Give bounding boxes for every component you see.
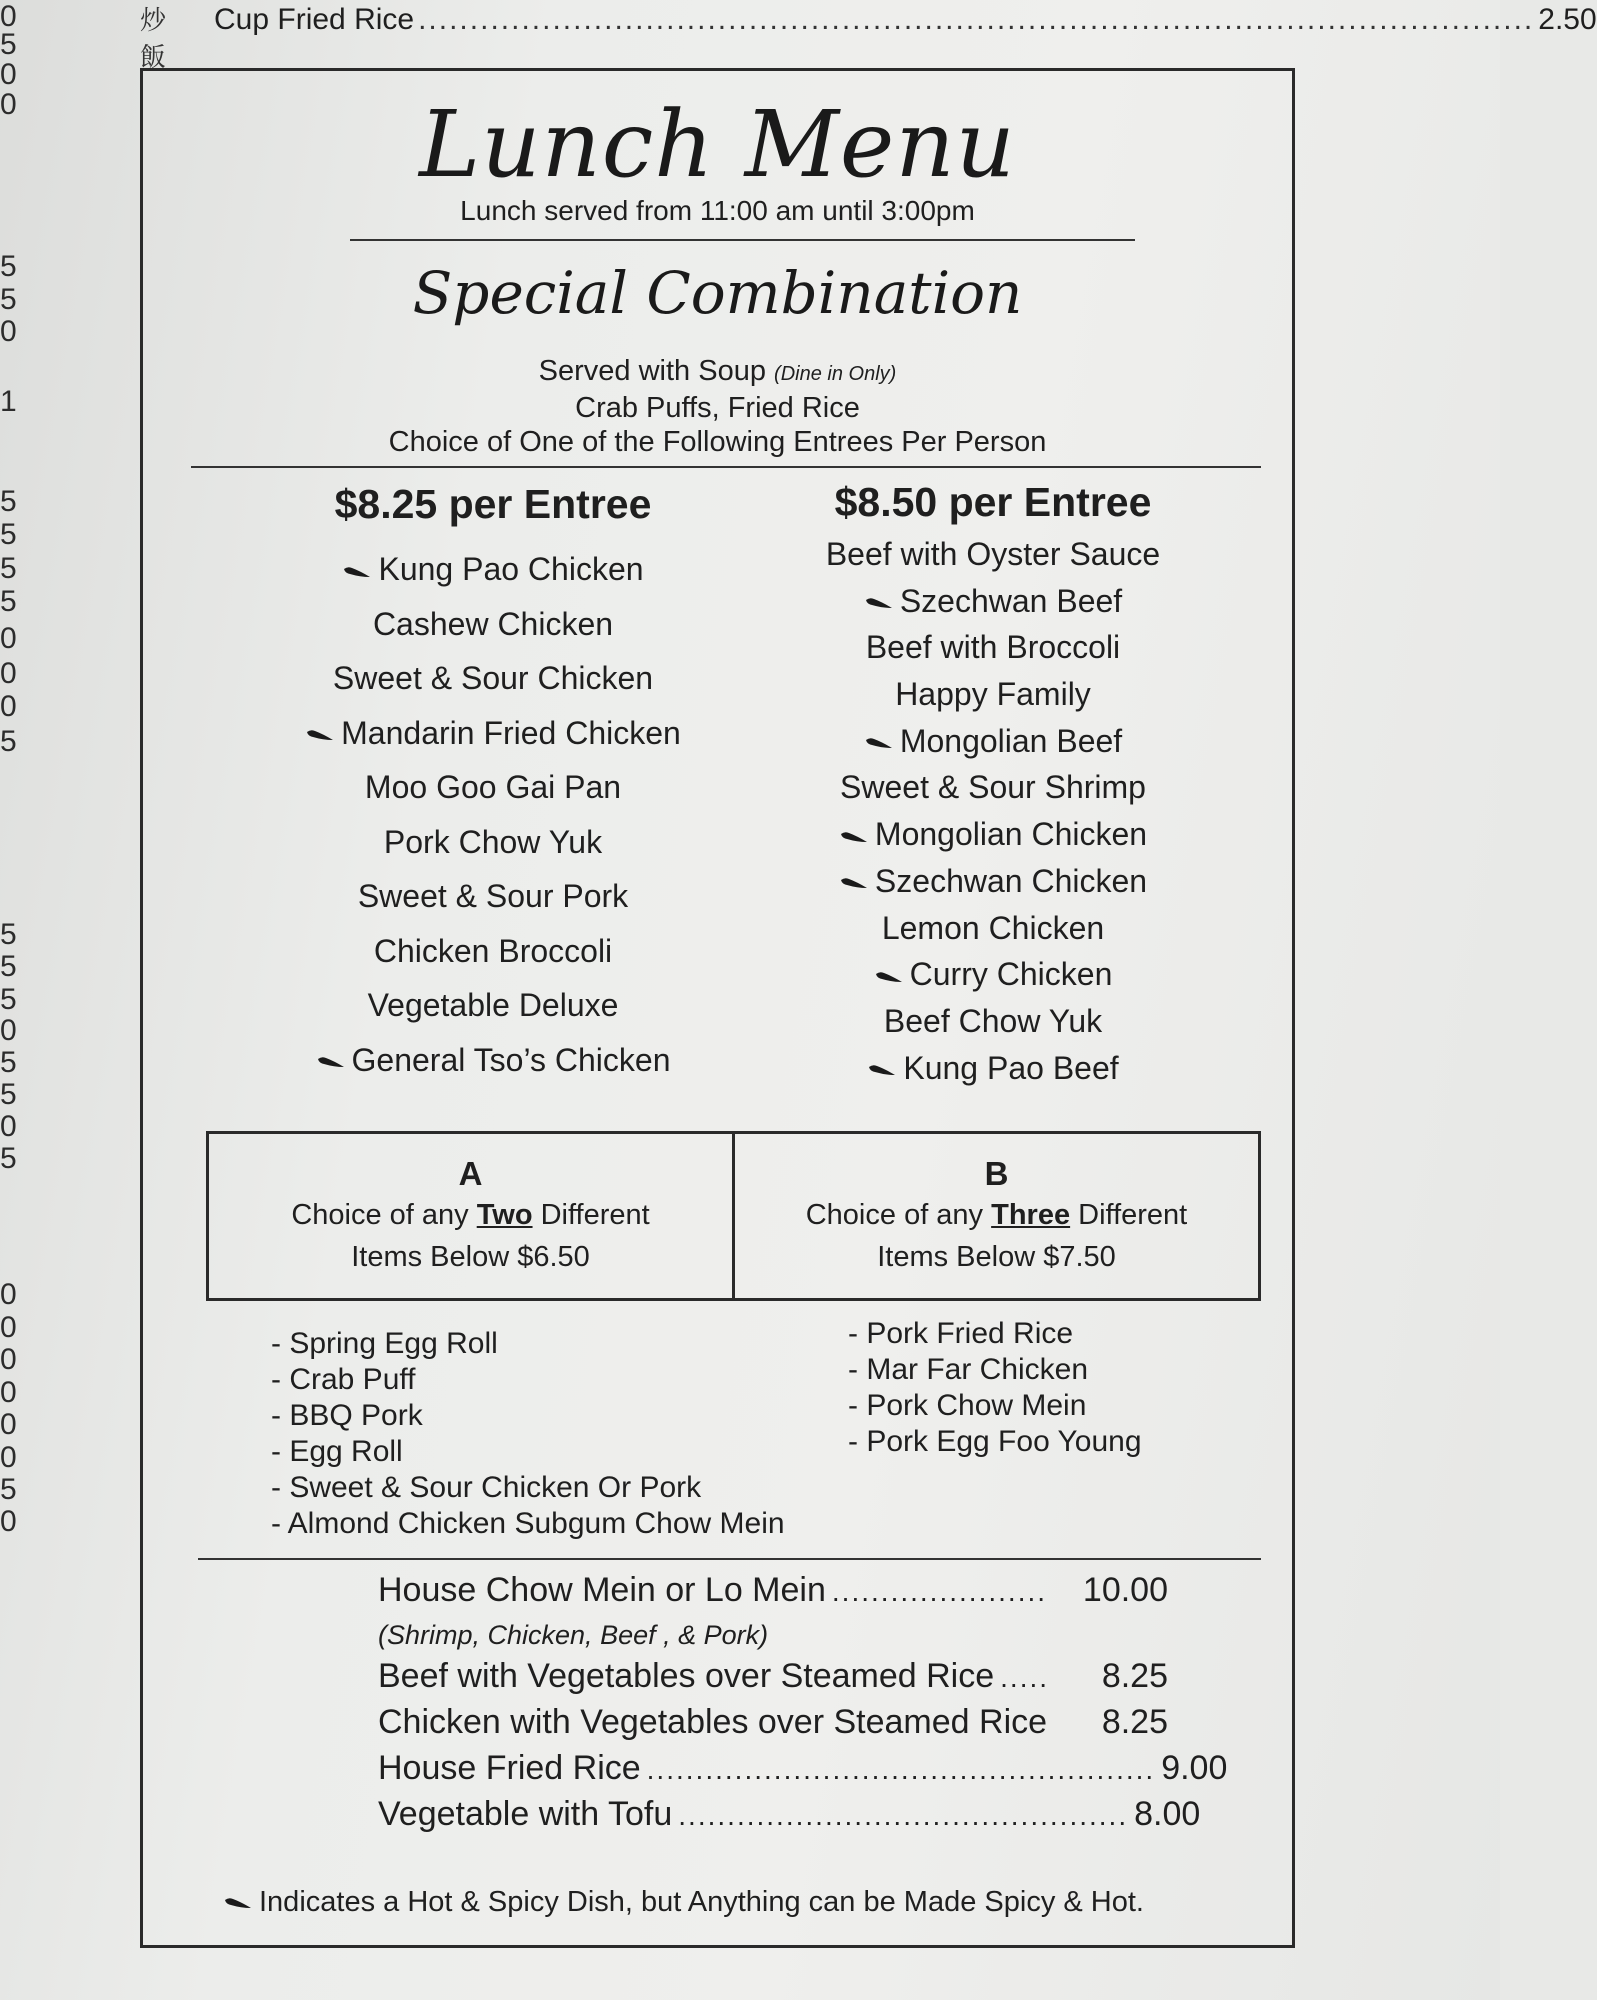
entree-name: Vegetable Deluxe [367, 987, 619, 1023]
entree-item [783, 531, 1203, 578]
entree-item [293, 597, 693, 652]
entree-price-heading: $8.50 per Entree [834, 479, 1152, 525]
edge-digit: 5 [0, 485, 17, 518]
entree-item [293, 1033, 693, 1088]
option-count: Three [991, 1199, 1071, 1231]
dish-name: Vegetable with Tofu [378, 1795, 673, 1833]
edge-digit: 0 [0, 88, 17, 121]
entree-item [783, 905, 1203, 952]
lunch-menu-box [140, 68, 1295, 1948]
small-item: - Mar Far Chicken [848, 1353, 1089, 1386]
edge-digit: 5 [0, 1142, 17, 1175]
edge-digit: 1 [0, 385, 17, 418]
edge-digit: 5 [0, 552, 17, 585]
lunch-hours: Lunch served from 11:00 am until 3:00pm [460, 195, 975, 226]
price-list-row [378, 1703, 1168, 1749]
top-item-name: Cup Fried Rice [214, 3, 415, 36]
hot-pepper-icon [874, 970, 904, 984]
entree-item [783, 858, 1203, 905]
entree-name: Sweet & Sour Pork [357, 878, 629, 914]
dish-name: House Chow Mein or Lo Mein [378, 1571, 826, 1609]
dot-leader: .................................................... [646, 1754, 1156, 1785]
small-item: - Pork Egg Foo Young [848, 1425, 1142, 1458]
entree-item [293, 815, 693, 870]
edge-digit: 0 [0, 1014, 17, 1047]
entree-item [783, 811, 1203, 858]
edge-digit: 5 [0, 950, 17, 983]
small-items-list-right [848, 1316, 1142, 1460]
option-price-limit: Items Below $6.50 [351, 1241, 590, 1273]
entree-item [293, 978, 693, 1033]
hot-pepper-icon [342, 565, 372, 579]
combo-line-choice: Choice of One of the Following Entrees Per Person [388, 426, 1047, 458]
small-item: - BBQ Pork [271, 1399, 423, 1432]
dot-leader: ...................... [831, 1576, 1048, 1607]
entree-price-heading: $8.25 per Entree [334, 481, 652, 527]
combination-description [143, 354, 1292, 459]
edge-digit: 5 [0, 250, 17, 283]
edge-digit: 0 [0, 1441, 17, 1474]
entree-item [783, 998, 1203, 1045]
small-item: - Spring Egg Roll [271, 1327, 498, 1360]
dot-leader: ..... [1000, 1662, 1050, 1693]
choice-options-table [206, 1131, 1261, 1301]
edge-digit: 0 [0, 1311, 17, 1344]
entree-name: Happy Family [895, 676, 1091, 713]
edge-digit: 5 [0, 918, 17, 951]
footnote-text: Indicates a Hot & Spicy Dish, but Anything can be Made Spicy & Hot. [259, 1886, 1144, 1918]
entree-name: Mongolian Chicken [874, 816, 1148, 853]
entree-item [783, 671, 1203, 718]
top-item-price: 2.50 [1538, 3, 1597, 36]
dish-price: 10.00 [1082, 1571, 1168, 1609]
option-a [209, 1134, 732, 1298]
entree-name: Kung Pao Chicken [378, 551, 644, 587]
adjacent-page-edge [0, 0, 30, 2000]
entree-name: Beef with Oyster Sauce [825, 536, 1161, 572]
edge-digit: 0 [0, 1505, 17, 1538]
edge-digit: 0 [0, 1376, 17, 1409]
small-item: - Pork Fried Rice [848, 1317, 1074, 1350]
edge-digit: 5 [0, 725, 17, 758]
entree-name: Beef with Broccoli [865, 629, 1121, 666]
divider [191, 466, 1261, 468]
entree-item [783, 951, 1203, 998]
divider [198, 1558, 1261, 1560]
option-description: Choice of any Two Different [291, 1199, 650, 1231]
entree-item [783, 1045, 1203, 1092]
hot-pepper-icon [867, 1063, 897, 1077]
dish-price: 8.00 [1134, 1795, 1201, 1833]
option-letter: A [458, 1155, 483, 1192]
entree-name: Moo Goo Gai Pan [364, 769, 622, 805]
hot-pepper-icon [316, 1055, 346, 1069]
small-item: - Sweet & Sour Chicken Or Pork [271, 1471, 702, 1504]
dot-leader: .............................................. [678, 1800, 1129, 1831]
combo-line-soup [143, 354, 1292, 391]
combo-soup-note: (Dine in Only) [774, 363, 897, 385]
edge-digit: 5 [0, 1473, 17, 1506]
entree-column-825 [293, 481, 693, 1087]
entree-item [293, 924, 693, 979]
edge-digit: 0 [0, 0, 17, 33]
entree-name: Cashew Chicken [372, 605, 614, 642]
entree-name: Kung Pao Beef [903, 1049, 1119, 1086]
entree-item [783, 764, 1203, 811]
menu-title: Lunch Menu [419, 91, 1016, 198]
entree-name: Curry Chicken [909, 956, 1113, 993]
combo-soup-text: Served with Soup [538, 355, 766, 387]
hot-pepper-icon [839, 876, 869, 890]
option-description: Choice of any Three Different [805, 1199, 1188, 1231]
entree-name: Pork Chow Yuk [383, 823, 603, 860]
dish-price: 8.25 [1101, 1703, 1168, 1741]
entree-item [293, 706, 693, 761]
small-items-list-left [271, 1326, 785, 1542]
edge-digit: 0 [0, 1278, 17, 1311]
entree-item [293, 760, 693, 815]
entree-name: Szechwan Beef [899, 582, 1123, 619]
dish-price: 8.25 [1101, 1657, 1168, 1695]
edge-digit: 5 [0, 983, 17, 1016]
dish-note: (Shrimp, Chicken, Beef , & Pork) [378, 1620, 769, 1650]
dish-name: House Fried Rice [378, 1749, 641, 1787]
edge-digit: 5 [0, 1078, 17, 1111]
dish-name: Chicken with Vegetables over Steamed Rice [378, 1703, 1048, 1741]
edge-digit: 5 [0, 1046, 17, 1079]
entree-name: Sweet & Sour Chicken [332, 660, 654, 696]
edge-digit: 0 [0, 1343, 17, 1376]
option-count: Two [476, 1199, 533, 1231]
edge-digit: 0 [0, 690, 17, 723]
hot-pepper-icon [864, 596, 894, 610]
combo-line-sides: Crab Puffs, Fried Rice [575, 392, 860, 424]
entree-name: Sweet & Sour Shrimp [840, 769, 1146, 806]
edge-digit: 5 [0, 518, 17, 551]
entree-name: Mongolian Beef [899, 722, 1123, 759]
price-list [378, 1571, 1228, 1841]
entree-item [783, 718, 1203, 765]
top-item-cjk: 炒 飯 [140, 5, 215, 72]
option-letter: B [984, 1155, 1009, 1192]
hot-pepper-icon [864, 736, 894, 750]
edge-digit: 5 [0, 28, 17, 61]
price-list-row [378, 1571, 1168, 1617]
entree-name: Chicken Broccoli [373, 932, 613, 969]
top-item-leader: ............................................................................................................ [418, 3, 1535, 36]
edge-digit: 5 [0, 585, 17, 618]
edge-digit: 0 [0, 1110, 17, 1143]
divider [350, 239, 1135, 241]
entree-item [783, 578, 1203, 625]
entree-name: Beef Chow Yuk [883, 1002, 1103, 1039]
hot-pepper-icon [839, 830, 869, 844]
edge-digit: 0 [0, 315, 17, 348]
entree-name: Szechwan Chicken [874, 862, 1148, 899]
option-b [732, 1134, 1258, 1298]
edge-digit: 5 [0, 283, 17, 316]
option-price-limit: Items Below $7.50 [877, 1241, 1116, 1273]
entree-column-850 [783, 479, 1203, 1091]
price-list-row [378, 1795, 1201, 1841]
small-item: - Pork Chow Mein [848, 1389, 1087, 1422]
entree-item [293, 869, 693, 924]
entree-name: Lemon Chicken [881, 909, 1105, 946]
entree-item [293, 651, 693, 706]
small-item: - Egg Roll [271, 1435, 403, 1468]
price-list-row [378, 1657, 1168, 1703]
entree-item [783, 624, 1203, 671]
price-list-row [378, 1749, 1228, 1795]
dish-name: Beef with Vegetables over Steamed Rice [378, 1657, 995, 1695]
section-title: Special Combination [412, 259, 1023, 327]
hot-pepper-icon [305, 728, 335, 742]
entree-name: Mandarin Fried Chicken [341, 714, 681, 751]
edge-digit: 0 [0, 58, 17, 91]
edge-digit: 0 [0, 622, 17, 655]
entree-name: General Tso’s Chicken [351, 1041, 671, 1078]
hot-pepper-icon [223, 1896, 253, 1910]
edge-digit: 0 [0, 657, 17, 690]
top-item-row [140, 0, 1597, 72]
small-item: - Crab Puff [271, 1363, 416, 1396]
small-item: - Almond Chicken Subgum Chow Mein [271, 1507, 785, 1540]
spicy-footnote [223, 1886, 1144, 1919]
dish-price: 9.00 [1161, 1749, 1228, 1787]
edge-digit: 0 [0, 1408, 17, 1441]
entree-item [293, 542, 693, 597]
